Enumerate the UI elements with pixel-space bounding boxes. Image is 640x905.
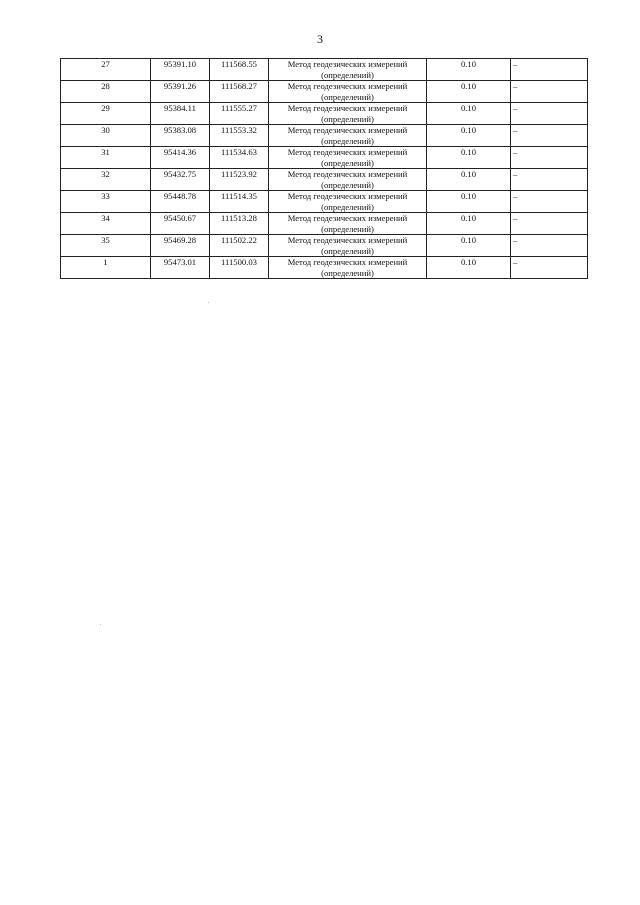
scan-speck bbox=[100, 624, 101, 625]
cell-x-coordinate: 95448.78 bbox=[151, 191, 210, 213]
cell-y-coordinate: 111514.35 bbox=[210, 191, 269, 213]
cell-y-coordinate: 111500.03 bbox=[210, 257, 269, 279]
cell-accuracy: 0.10 bbox=[427, 257, 511, 279]
cell-point-number: 33 bbox=[61, 191, 151, 213]
cell-method: Метод геодезических измерений (определений) bbox=[269, 59, 427, 81]
cell-x-coordinate: 95469.28 bbox=[151, 235, 210, 257]
cell-note: – bbox=[511, 169, 588, 191]
cell-point-number: 30 bbox=[61, 125, 151, 147]
cell-note: – bbox=[511, 147, 588, 169]
cell-point-number: 28 bbox=[61, 81, 151, 103]
table-row bbox=[61, 125, 588, 147]
cell-note: – bbox=[511, 81, 588, 103]
coordinates-table bbox=[60, 58, 588, 279]
cell-accuracy: 0.10 bbox=[427, 125, 511, 147]
cell-method: Метод геодезических измерений (определений) bbox=[269, 191, 427, 213]
cell-method: Метод геодезических измерений (определений) bbox=[269, 103, 427, 125]
table-row bbox=[61, 257, 588, 279]
cell-y-coordinate: 111534.63 bbox=[210, 147, 269, 169]
cell-accuracy: 0.10 bbox=[427, 169, 511, 191]
cell-point-number: 1 bbox=[61, 257, 151, 279]
cell-y-coordinate: 111523.92 bbox=[210, 169, 269, 191]
table-row bbox=[61, 169, 588, 191]
cell-accuracy: 0.10 bbox=[427, 147, 511, 169]
cell-x-coordinate: 95414.36 bbox=[151, 147, 210, 169]
cell-y-coordinate: 111553.32 bbox=[210, 125, 269, 147]
cell-accuracy: 0.10 bbox=[427, 59, 511, 81]
cell-note: – bbox=[511, 191, 588, 213]
cell-accuracy: 0.10 bbox=[427, 103, 511, 125]
cell-point-number: 27 bbox=[61, 59, 151, 81]
page-number: 3 bbox=[317, 32, 323, 46]
cell-accuracy: 0.10 bbox=[427, 235, 511, 257]
cell-method: Метод геодезических измерений (определений) bbox=[269, 169, 427, 191]
cell-x-coordinate: 95383.08 bbox=[151, 125, 210, 147]
cell-method: Метод геодезических измерений (определений) bbox=[269, 81, 427, 103]
table-row bbox=[61, 235, 588, 257]
cell-point-number: 29 bbox=[61, 103, 151, 125]
table-row bbox=[61, 147, 588, 169]
cell-method: Метод геодезических измерений (определений) bbox=[269, 125, 427, 147]
cell-method: Метод геодезических измерений (определений) bbox=[269, 235, 427, 257]
cell-y-coordinate: 111502.22 bbox=[210, 235, 269, 257]
table-row bbox=[61, 59, 588, 81]
scan-speck bbox=[208, 302, 209, 303]
cell-note: – bbox=[511, 235, 588, 257]
cell-y-coordinate: 111555.27 bbox=[210, 103, 269, 125]
cell-y-coordinate: 111513.28 bbox=[210, 213, 269, 235]
cell-note: – bbox=[511, 103, 588, 125]
cell-method: Метод геодезических измерений (определений) bbox=[269, 257, 427, 279]
cell-y-coordinate: 111568.27 bbox=[210, 81, 269, 103]
table-row bbox=[61, 191, 588, 213]
cell-x-coordinate: 95391.26 bbox=[151, 81, 210, 103]
table-row bbox=[61, 81, 588, 103]
coordinates-table-body bbox=[61, 59, 588, 279]
cell-method: Метод геодезических измерений (определений) bbox=[269, 147, 427, 169]
cell-x-coordinate: 95384.11 bbox=[151, 103, 210, 125]
cell-x-coordinate: 95450.67 bbox=[151, 213, 210, 235]
cell-note: – bbox=[511, 257, 588, 279]
cell-x-coordinate: 95432.75 bbox=[151, 169, 210, 191]
cell-point-number: 35 bbox=[61, 235, 151, 257]
cell-point-number: 34 bbox=[61, 213, 151, 235]
cell-accuracy: 0.10 bbox=[427, 213, 511, 235]
cell-note: – bbox=[511, 213, 588, 235]
cell-x-coordinate: 95391.10 bbox=[151, 59, 210, 81]
cell-accuracy: 0.10 bbox=[427, 81, 511, 103]
cell-x-coordinate: 95473.01 bbox=[151, 257, 210, 279]
cell-point-number: 31 bbox=[61, 147, 151, 169]
cell-note: – bbox=[511, 125, 588, 147]
table-row bbox=[61, 103, 588, 125]
cell-y-coordinate: 111568.55 bbox=[210, 59, 269, 81]
cell-note: – bbox=[511, 59, 588, 81]
table-row bbox=[61, 213, 588, 235]
cell-point-number: 32 bbox=[61, 169, 151, 191]
cell-method: Метод геодезических измерений (определений) bbox=[269, 213, 427, 235]
cell-accuracy: 0.10 bbox=[427, 191, 511, 213]
